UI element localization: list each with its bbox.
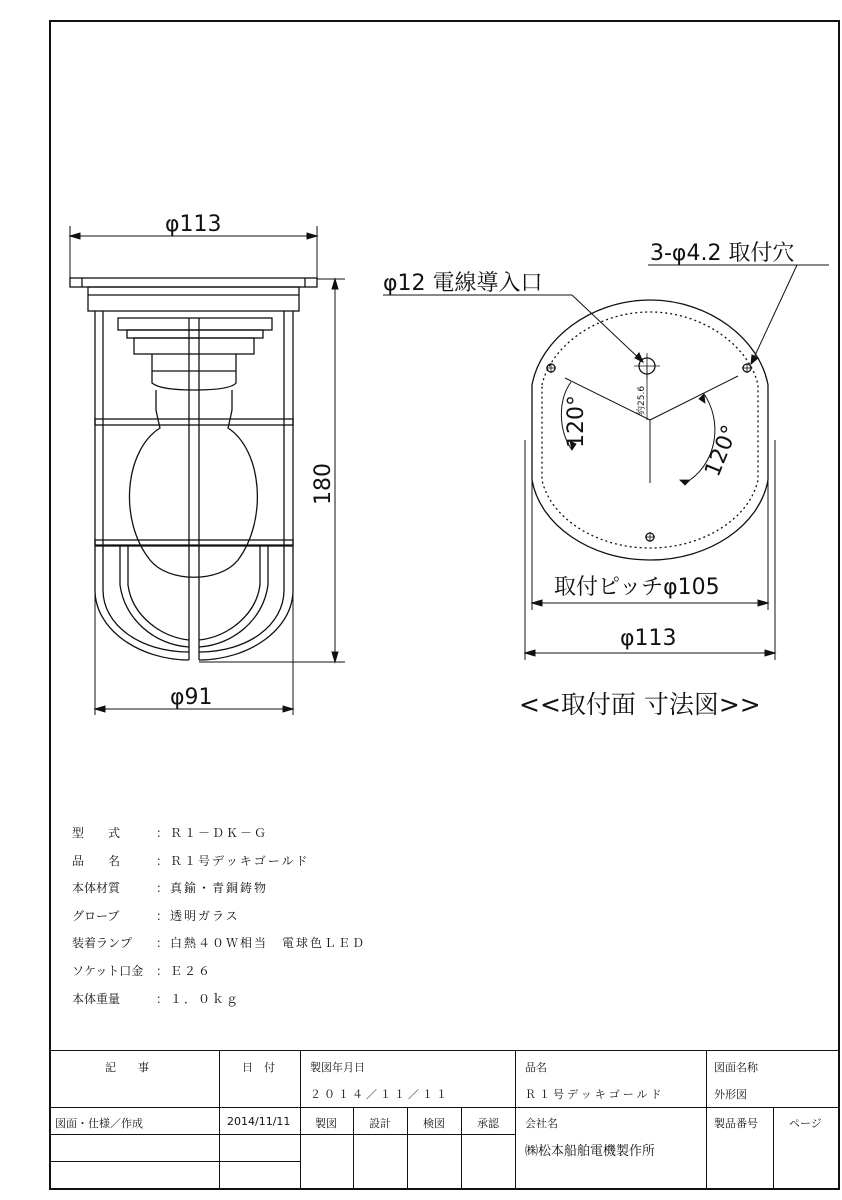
spec-value: ：１．０ｋｇ [156,991,241,1006]
kiji-header: 記 事 [105,1061,149,1074]
mount-view-title: <<取付面 寸法図>> [519,690,761,719]
bottom-diameter-label: φ91 [170,685,213,710]
mount-view-dimension-lines [383,265,829,660]
mounting-holes-label: 3-φ4.2 取付穴 [650,241,795,266]
product-name-label: 品名 [525,1061,547,1074]
outer-diameter-label: φ113 [620,626,677,651]
spec-label: ソケット口金 [72,963,144,978]
spec-value: ：真鍮・青銅鋳物 [156,881,269,896]
drafting-date-value: ２０１４／１１／１１ [310,1088,450,1101]
spec-value: ：白熱４０Ｗ相当 電球色ＬＥＤ [156,936,367,951]
mounting-pitch-label: 取付ピッチφ105 [554,575,720,600]
spec-label: 型 式 [72,826,121,840]
drawing-title-value: 外形図 [714,1088,747,1101]
revision-date: 2014/11/11 [227,1115,291,1128]
top-diameter-label: φ113 [165,212,222,237]
drawing-title-label: 図面名称 [714,1061,758,1074]
company-name: ㈱松本船舶電機製作所 [525,1144,656,1159]
drafted-by-label: 製図 [315,1117,337,1130]
side-view-dimension-lines [70,226,345,715]
spec-value: ：Ｅ２６ [156,963,213,978]
spec-label: 本体重量 [72,991,121,1006]
angle-label-left: 120° [564,395,589,448]
spec-label: グローブ [72,908,120,923]
spec-value: ：透明ガラス [156,908,240,923]
product-number-label: 製品番号 [714,1117,758,1130]
angle-label-right: 120° [700,421,744,481]
designed-by-label: 設計 [369,1117,391,1130]
revision-note: 図面・仕様／作成 [55,1117,143,1130]
spec-value: ：Ｒ１号デッキゴールド [156,853,310,868]
drafting-date-label: 製図年月日 [310,1061,365,1074]
offset-label: 約25.6 [637,385,647,415]
cable-entry-label: φ12 電線導入口 [383,271,543,296]
page-label: ページ [789,1117,822,1130]
spec-label: 装着ランプ [72,936,133,951]
spec-value: ：Ｒ１－ＤＫ－Ｇ [156,826,269,840]
side-view-lamp [70,278,317,660]
checked-by-label: 検図 [423,1117,445,1130]
approved-by-label: 承認 [477,1117,499,1130]
date-header: 日 付 [242,1061,275,1074]
height-label: 180 [311,463,336,505]
spec-label: 品 名 [72,853,121,868]
title-block [49,1050,840,1190]
spec-label: 本体材質 [72,881,121,896]
company-label: 会社名 [525,1117,558,1130]
product-name-value: Ｒ１号デッキゴールド [525,1088,665,1101]
